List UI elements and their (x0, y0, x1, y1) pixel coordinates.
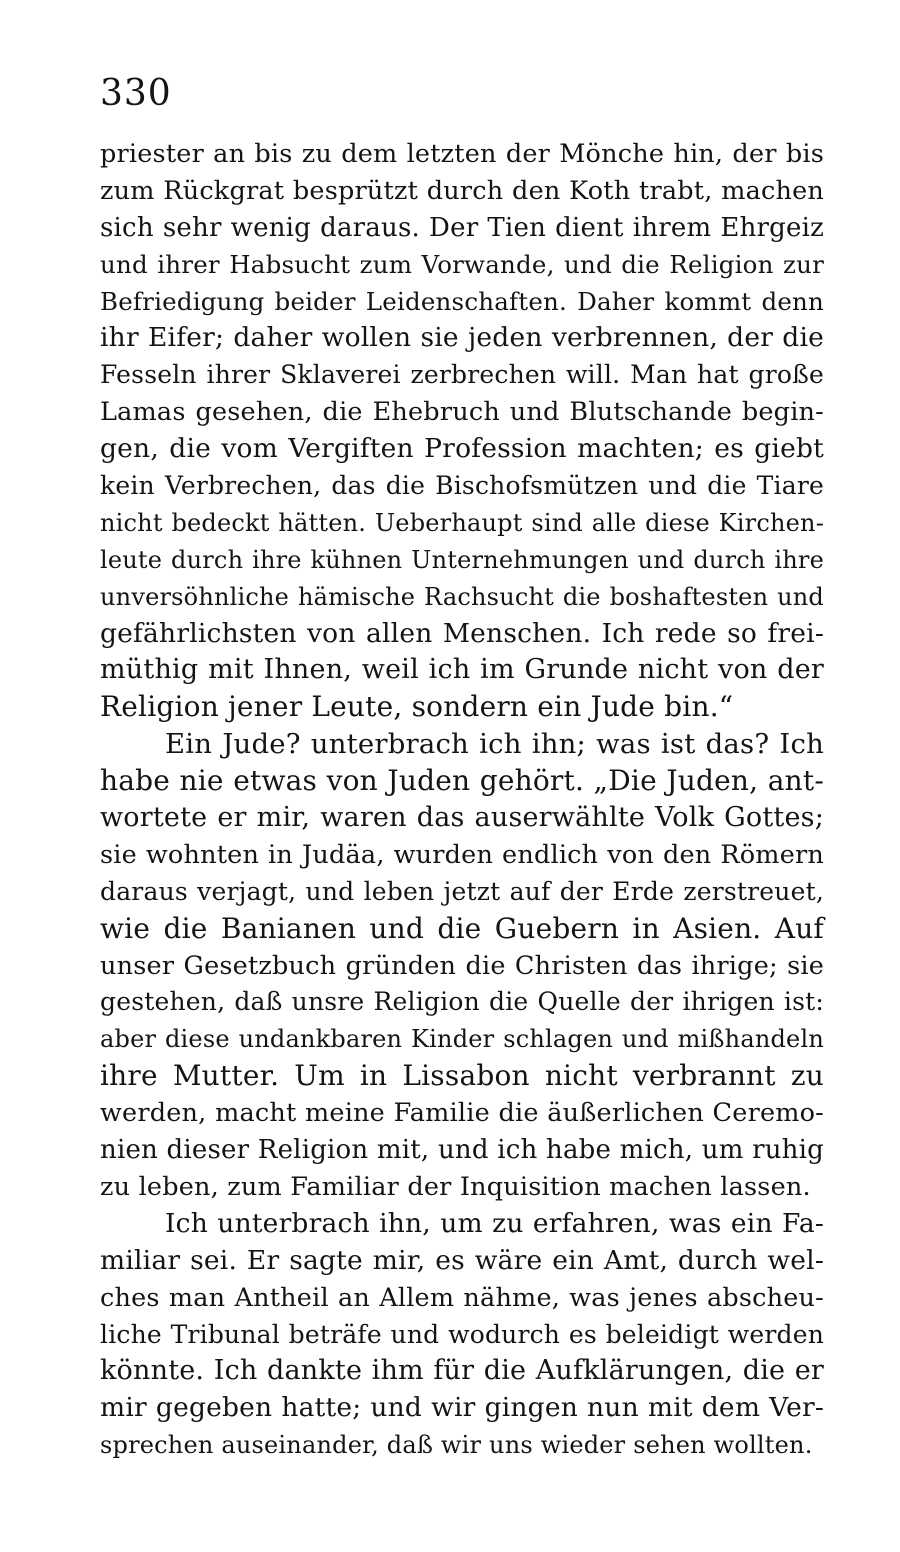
text-line: müthig mit Ihnen, weil ich im Grunde nicht von der (100, 654, 824, 686)
text-line: ihr Eifer; daher wollen sie jeden verbrennen, der die (100, 322, 824, 354)
text-line: Ich unterbrach ihn, um zu erfahren, was ein Fa- (165, 1207, 824, 1239)
page-number: 330 (100, 73, 172, 114)
text-line: unser Gesetzbuch gründen die Christen das ihrige; sie (100, 950, 824, 981)
text-line: werden, macht meine Familie die äußerlichen Ceremo- (100, 1098, 824, 1129)
text-line: Lamas gesehen, die Ehebruch und Blutschande begin- (100, 397, 824, 428)
text-line: habe nie etwas von Juden gehört. „Die Juden, ant- (100, 764, 824, 798)
text-line: gen, die vom Vergiften Profession machten; es giebt (100, 433, 824, 465)
text-line: mir gegeben hatte; und wir gingen nun mit dem Ver- (100, 1392, 824, 1424)
text-line: priester an bis zu dem letzten der Mönche hin, der bis (100, 139, 824, 169)
text-line: ches man Antheil an Allem nähme, was jenes abscheu- (100, 1282, 824, 1313)
text-line: zum Rückgrat besprützt durch den Koth trabt, machen (100, 175, 824, 206)
text-line: Fesseln ihrer Sklaverei zerbrechen will. Man hat große (100, 360, 824, 390)
text-line: und ihrer Habsucht zum Vorwande, und die Religion zur (100, 249, 824, 279)
text-line: gefährlichsten von allen Menschen. Ich rede so frei- (100, 617, 824, 649)
text-line: unversöhnliche hämische Rachsucht die boshaftesten und (100, 582, 824, 611)
text-line: miliar sei. Er sagte mir, es wäre ein Amt, durch wel- (100, 1244, 824, 1276)
text-line: daraus verjagt, und leben jetzt auf der Erde zerstreuet, (100, 876, 824, 906)
text-line: nicht bedeckt hätten. Ueberhaupt sind alle diese Kirchen- (100, 508, 824, 537)
text-line: kein Verbrechen, das die Bischofsmützen und die Tiare (100, 471, 824, 501)
text-line: Befriedigung beider Leidenschaften. Daher kommt denn (100, 286, 824, 316)
text-line: gestehen, daß unsre Religion die Quelle der ihrigen ist: (100, 987, 824, 1017)
text-line: wortete er mir, waren das auserwählte Volk Gottes; (100, 802, 824, 834)
text-line: könnte. Ich dankte ihm für die Aufklärungen, die er (100, 1355, 824, 1387)
body-text (100, 136, 824, 1464)
text-line: liche Tribunal beträfe und wodurch es beleidigt werden (100, 1319, 824, 1349)
text-line: Religion jener Leute, sondern ein Jude bin.“ (100, 690, 734, 724)
text-line: sprechen auseinander, daß wir uns wieder sehen wollten. (100, 1431, 813, 1460)
text-line: sich sehr wenig daraus. Der Tien dient ihrem Ehrgeiz (100, 212, 824, 243)
text-line: ihre Mutter. Um in Lissabon nicht verbrannt zu (100, 1059, 824, 1093)
text-line: aber diese undankbaren Kinder schlagen und mißhandeln (100, 1025, 824, 1054)
text-line: zu leben, zum Familiar der Inquisition machen lassen. (100, 1171, 811, 1202)
text-line: wie die Banianen und die Guebern in Asien. Auf (100, 911, 824, 945)
text-line: nien dieser Religion mit, und ich habe mich, um ruhig (100, 1135, 824, 1166)
text-line: leute durch ihre kühnen Unternehmungen und durch ihre (100, 545, 824, 574)
text-line: Ein Jude? unterbrach ich ihn; was ist das? Ich (165, 728, 824, 761)
text-line: sie wohnten in Judäa, wurden endlich von den Römern (100, 839, 824, 870)
